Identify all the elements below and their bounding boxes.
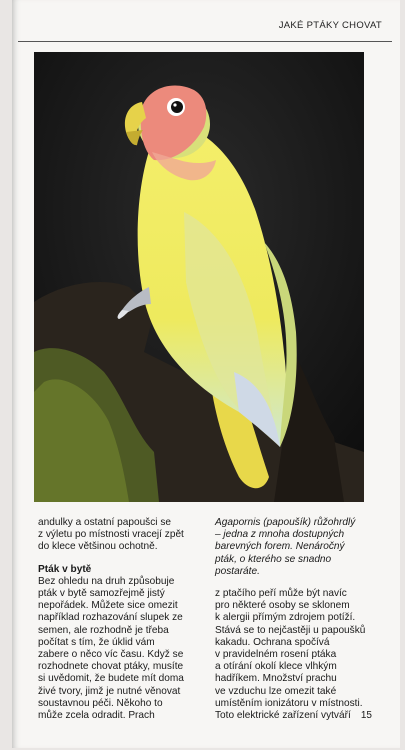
body-line: může zcela odradit. Prach <box>38 710 155 722</box>
running-header: JAKÉ PTÁKY CHOVAT <box>278 20 382 31</box>
intro-line: z výletu po místnosti vracejí zpět <box>38 529 184 541</box>
left-text-column <box>38 517 204 722</box>
page-number: 15 <box>360 710 372 721</box>
body-line: například rozhazování slupek ze <box>38 612 183 624</box>
body-line: pták v bytě samozřejmě jistý <box>38 588 165 600</box>
body-line: semen, ale rozhodně je třeba <box>38 624 169 636</box>
body-line: počítat s tím, že úklid vám <box>38 636 155 648</box>
body-line: nepořádek. Můžete sice omezit <box>38 600 178 612</box>
body-line: soustavnou péči. Někoho to <box>38 697 163 709</box>
book-page <box>12 0 400 748</box>
intro-line: do klece většinou ochotně. <box>38 541 158 553</box>
intro-line: andulky a ostatní papoušci se <box>38 517 171 528</box>
spacer <box>215 578 375 588</box>
body-line: v pravidelném rosení ptáka <box>215 649 337 661</box>
body-line: k alergii přímým zdrojem potíží. <box>215 612 356 624</box>
body-line: a otírání okolí klece vlhkým <box>215 661 337 673</box>
body-line: pro některé osoby se sklonem <box>215 600 350 612</box>
body-line: zabere o něco víc času. Když se <box>38 649 184 661</box>
section-heading: Pták v bytě <box>38 563 92 575</box>
lovebird-photo <box>34 52 364 502</box>
body-line: Stává se to nejčastěji u papoušků <box>215 624 366 636</box>
body-line: kakadu. Ochrana spočívá <box>215 636 330 648</box>
caption-line: postaráte. <box>215 565 260 577</box>
body-line: rozhodnete chovat ptáky, musíte <box>38 661 184 673</box>
body-line: živé tvory, jimž je nutné věnovat <box>38 685 181 697</box>
caption-line: Agapornis (papoušík) růžohrdlý <box>215 517 356 528</box>
body-line: z ptačího peří může být navíc <box>215 588 347 600</box>
right-text-column <box>215 517 375 722</box>
body-line: ve vzduchu lze omezit také <box>215 685 337 697</box>
body-line: si uvědomit, že budete mít doma <box>38 673 184 685</box>
caption-line: – jedna z mnoha dostupných <box>215 529 345 541</box>
caption-line: barevných forem. Nenáročný <box>215 541 345 553</box>
body-line: Toto elektrické zařízení vytváří <box>215 710 351 722</box>
body-line: hadříkem. Množství prachu <box>215 673 337 685</box>
body-line: Bez ohledu na druh způsobuje <box>38 575 175 587</box>
header-rule <box>18 41 392 42</box>
caption-line: pták, o kterého se snadno <box>215 553 332 565</box>
body-line: umístěním ionizátoru v místnosti. <box>215 697 363 709</box>
